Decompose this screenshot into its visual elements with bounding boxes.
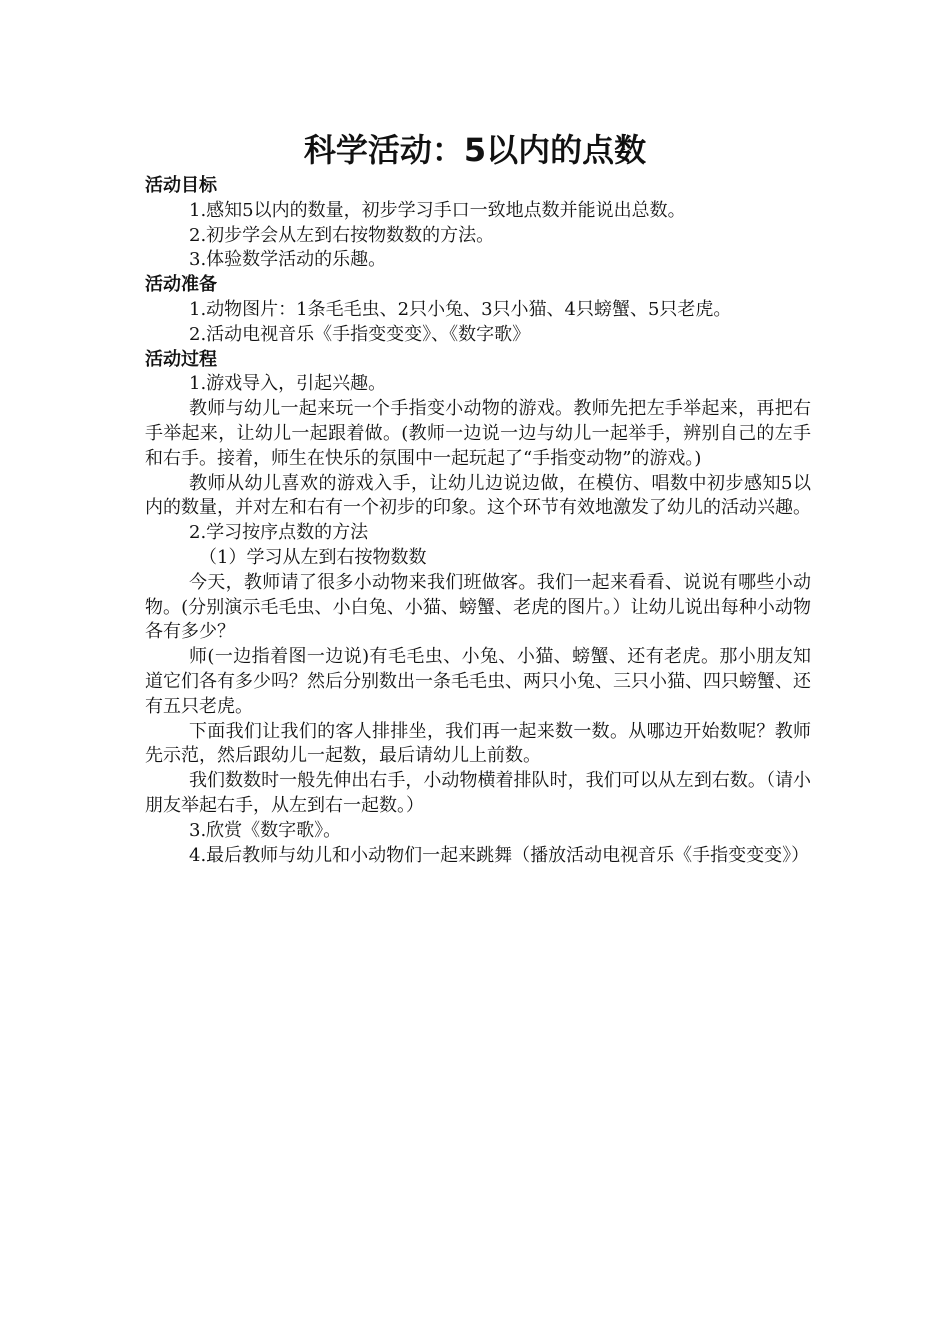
process-paragraph: 教师与幼儿一起来玩一个手指变小动物的游戏。教师先把左手举起来，再把右手举起来，让幼儿一起跟着做。(教师一边说一边与幼儿一起举手，辨别自己的左手和右手。接着，师生在快乐的氛围中一起玩起了“手指变动物”的游戏。) bbox=[145, 398, 811, 469]
process-paragraph: 下面我们让我们的客人排排坐，我们再一起来数一数。从哪边开始数呢？教师先示范，然后跟幼儿一起数，最后请幼儿上前数。 bbox=[145, 720, 811, 767]
process-paragraph: 2.学习按序点数的方法 bbox=[189, 522, 369, 544]
goal-item: 2.初步学会从左到右按物数数的方法。 bbox=[189, 224, 495, 246]
process-paragraph: 今天，教师请了很多小动物来我们班做客。我们一起来看看、说说有哪些小动物。(分别演示毛毛虫、小白兔、小猫、螃蟹、老虎的图片。）让幼儿说出每种小动物各有多少？ bbox=[145, 571, 811, 643]
process-paragraph: 4.最后教师与幼儿和小动物们一起来跳舞（播放活动电视音乐《手指变变变》） bbox=[189, 844, 810, 866]
heading-process: 活动过程 bbox=[145, 348, 217, 370]
goal-item: 1.感知5以内的数量，初步学习手口一致地点数并能说出总数。 bbox=[189, 199, 686, 221]
goal-item: 3.体验数学活动的乐趣。 bbox=[189, 249, 387, 271]
process-paragraph: 教师从幼儿喜欢的游戏入手，让幼儿边说边做，在模仿、唱数中初步感知5以内的数量，并对左和右有一个初步的印象。这个环节有效地激发了幼儿的活动兴趣。 bbox=[145, 472, 811, 519]
prep-item: 2.活动电视音乐《手指变变变》、《数字歌》 bbox=[189, 323, 531, 345]
process-paragraph: （1）学习从左到右按物数数 bbox=[199, 546, 427, 568]
process-paragraph: 我们数数时一般先伸出右手，小动物横着排队时，我们可以从左到右数。（请小朋友举起右手，从左到右一起数。） bbox=[145, 770, 811, 816]
heading-prep: 活动准备 bbox=[145, 274, 217, 296]
document-body bbox=[145, 174, 811, 868]
prep-item: 1.动物图片：1条毛毛虫、2只小兔、3只小猫、4只螃蟹、5只老虎。 bbox=[189, 298, 732, 320]
document-title: 科学活动：5以内的点数 bbox=[303, 131, 647, 169]
heading-goals: 活动目标 bbox=[145, 175, 217, 196]
process-paragraph: 1.游戏导入，引起兴趣。 bbox=[189, 373, 387, 395]
process-paragraph: 师(一边指着图一边说)有毛毛虫、小兔、小猫、螃蟹、还有老虎。那小朋友知道它们各有多少吗？然后分别数出一条毛毛虫、两只小兔、三只小猫、四只螃蟹、还有五只老虎。 bbox=[145, 646, 811, 717]
process-paragraph: 3.欣赏《数字歌》。 bbox=[189, 819, 342, 841]
